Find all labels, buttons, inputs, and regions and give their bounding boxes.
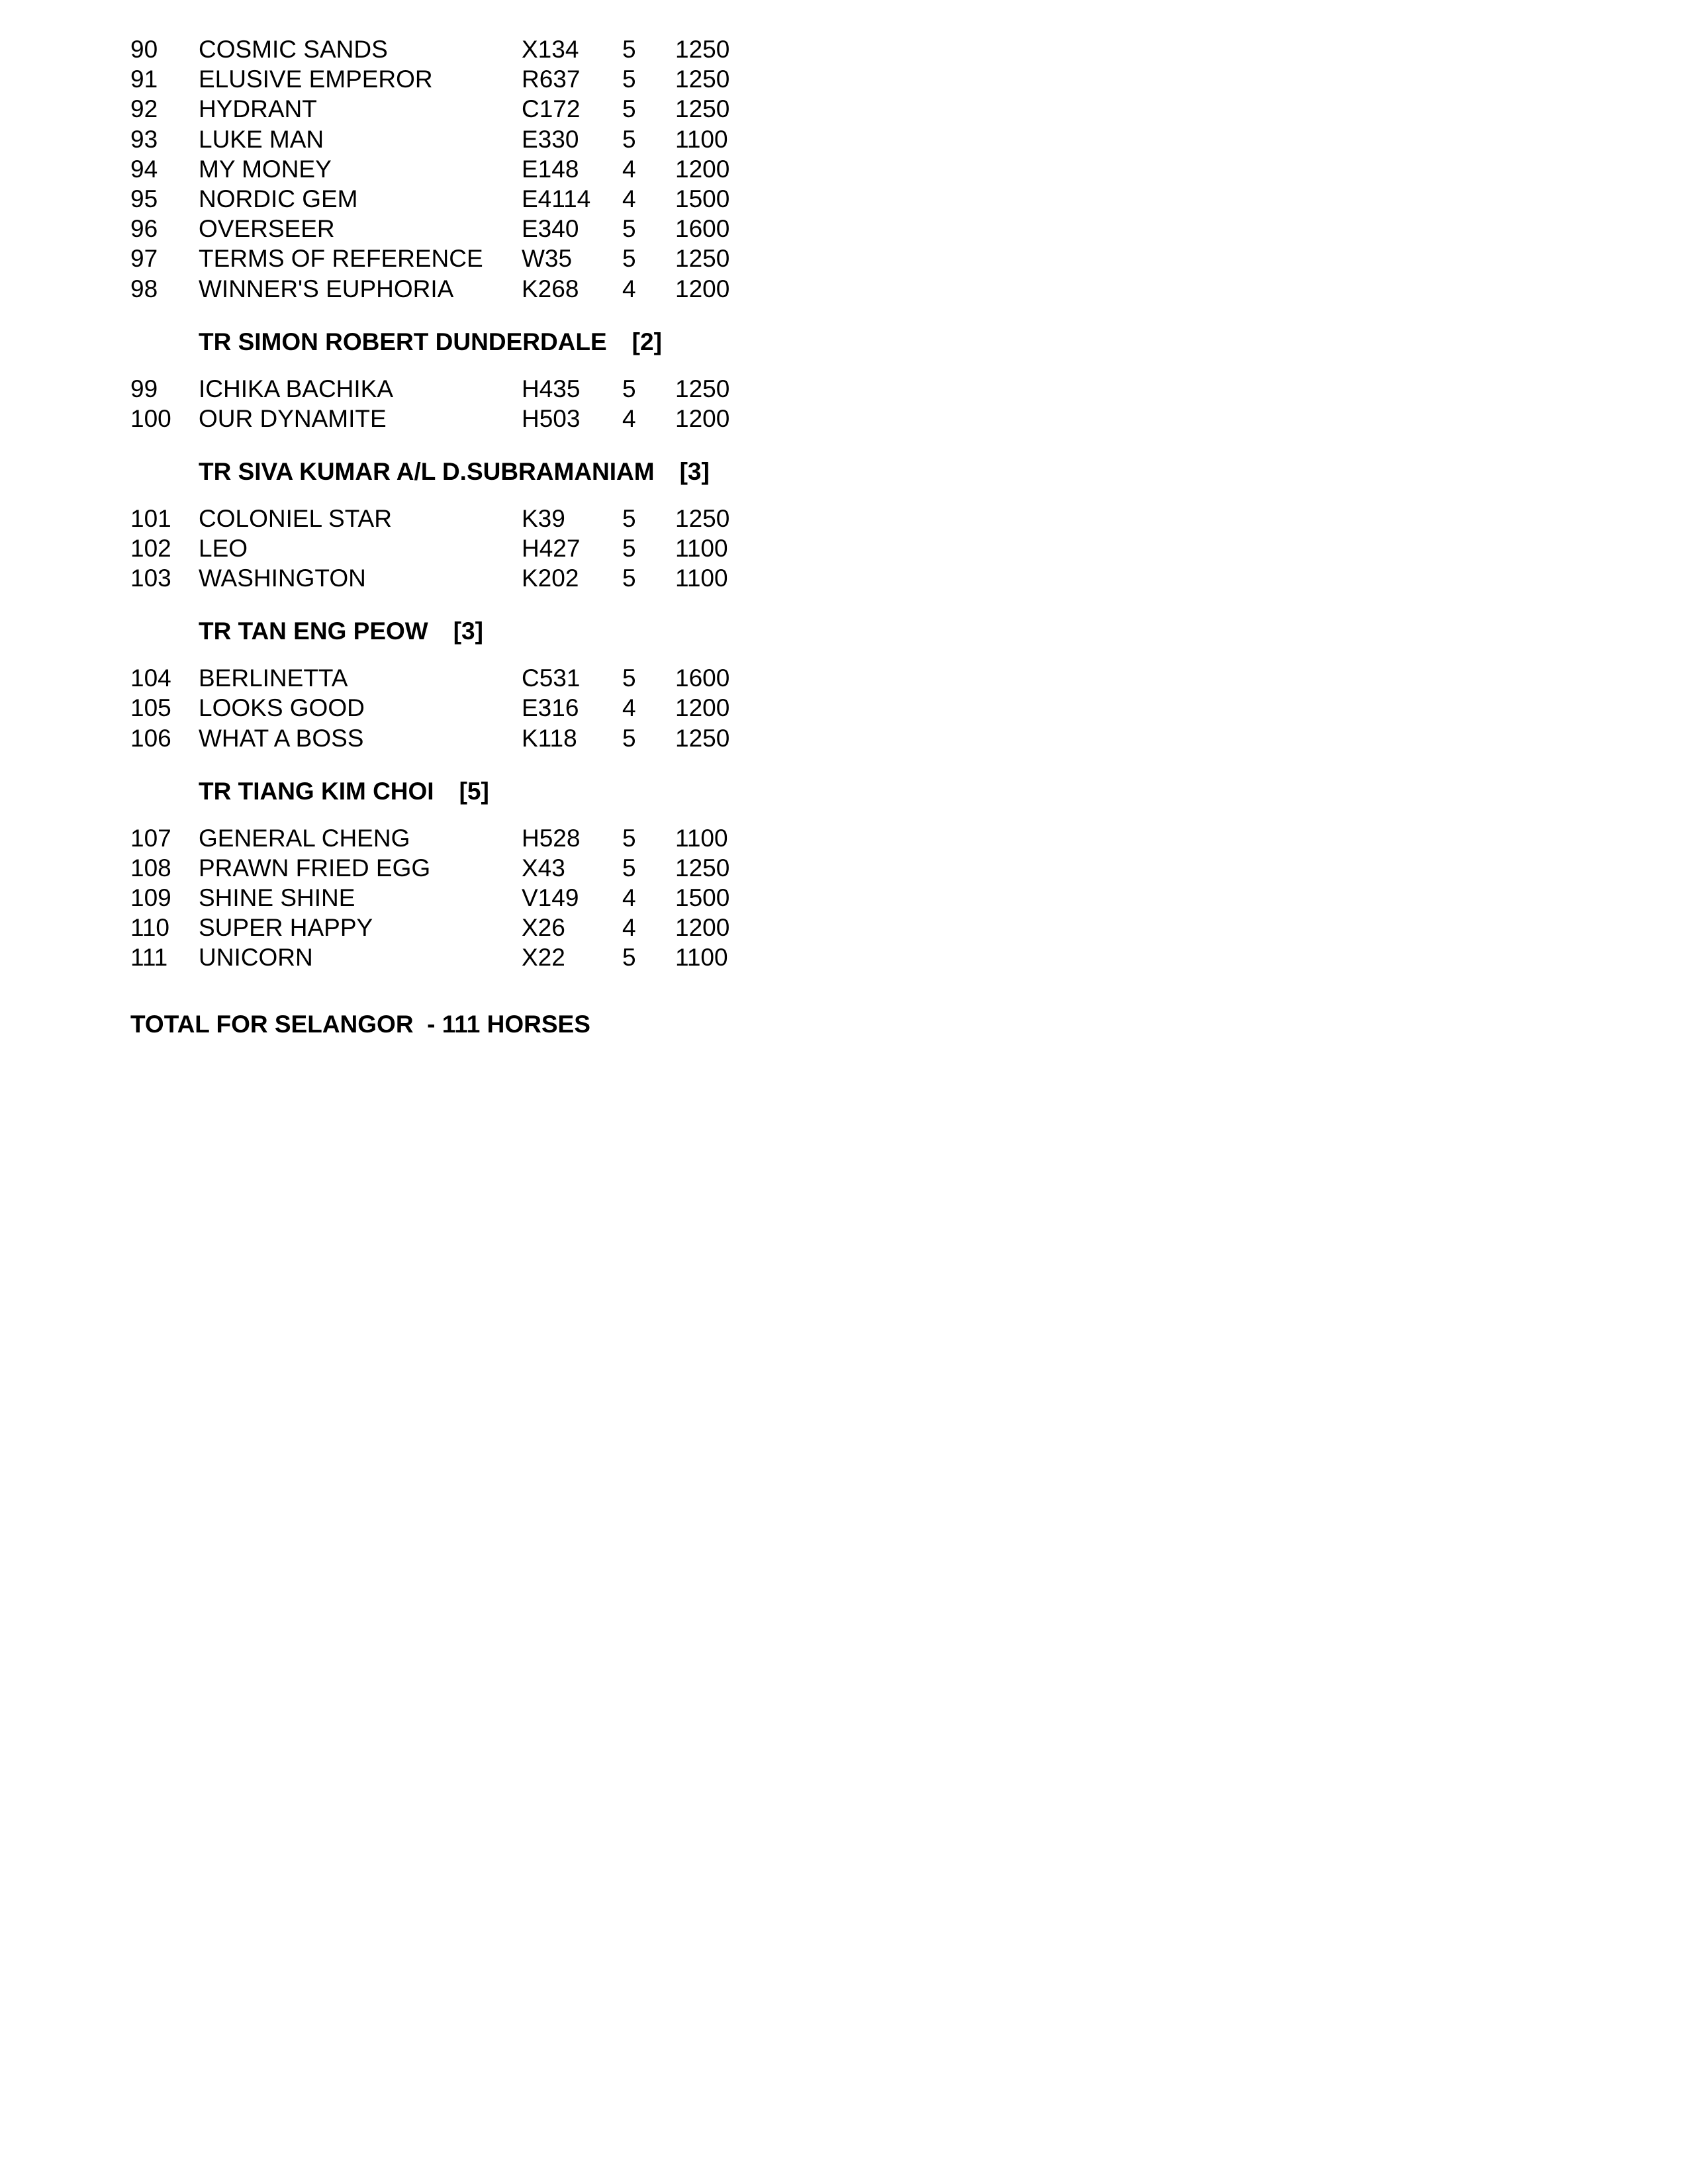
horse-number: 90: [130, 36, 158, 63]
horse-age: 5: [622, 825, 636, 852]
horse-rating: 1600: [675, 215, 730, 242]
horse-code: W35: [522, 245, 573, 272]
horse-name: COLONIEL STAR: [199, 505, 392, 532]
horse-number: 106: [130, 725, 171, 752]
horse-code: X134: [522, 36, 579, 63]
horse-code: H528: [522, 825, 581, 852]
horse-rating: 1200: [675, 914, 730, 941]
horse-rating: 1250: [675, 66, 730, 93]
horse-rating: 1200: [675, 275, 730, 302]
horse-age: 5: [622, 375, 636, 402]
horse-age: 5: [622, 36, 636, 63]
horse-name: ICHIKA BACHIKA: [199, 375, 394, 402]
horse-age: 4: [622, 275, 636, 302]
horse-number: 109: [130, 884, 171, 911]
horse-code: K39: [522, 505, 565, 532]
horse-rating: 1250: [675, 36, 730, 63]
horse-age: 4: [622, 694, 636, 721]
trainer-name: TR SIMON ROBERT DUNDERDALE: [199, 328, 607, 355]
horse-number: 91: [130, 66, 158, 93]
trainer-heading: [199, 327, 662, 357]
trainer-name: TR TAN ENG PEOW: [199, 617, 428, 645]
horse-number: 107: [130, 825, 171, 852]
horse-code: K268: [522, 275, 579, 302]
horse-name: WASHINGTON: [199, 565, 366, 592]
horse-rating: 1100: [675, 126, 728, 153]
horse-code: H427: [522, 535, 581, 562]
horse-code: H435: [522, 375, 581, 402]
trainer-heading: [199, 776, 489, 806]
horse-age: 5: [622, 505, 636, 532]
horse-rating: 1250: [675, 375, 730, 402]
horse-name: WINNER'S EUPHORIA: [199, 275, 454, 302]
horse-code: K118: [522, 725, 577, 752]
trainer-horse-count: [2]: [632, 328, 662, 355]
horse-code: H503: [522, 405, 581, 432]
trainer-name: TR TIANG KIM CHOI: [199, 777, 434, 805]
horse-code: E330: [522, 126, 579, 153]
horse-number: 104: [130, 664, 171, 692]
horse-number: 94: [130, 156, 158, 183]
horse-name: ELUSIVE EMPEROR: [199, 66, 433, 93]
horse-rating: 1250: [675, 854, 730, 882]
horse-number: 100: [130, 405, 171, 432]
horse-age: 5: [622, 664, 636, 692]
horse-code: E4114: [522, 185, 591, 212]
horse-age: 5: [622, 245, 636, 272]
horse-rating: 1100: [675, 944, 728, 971]
horse-number: 95: [130, 185, 158, 212]
horse-number: 92: [130, 95, 158, 122]
horse-number: 97: [130, 245, 158, 272]
horse-number: 101: [130, 505, 171, 532]
horse-name: OVERSEER: [199, 215, 335, 242]
horse-rating: 1100: [675, 565, 728, 592]
horse-number: 103: [130, 565, 171, 592]
horse-code: V149: [522, 884, 579, 911]
horse-rating: 1250: [675, 505, 730, 532]
horse-age: 4: [622, 156, 636, 183]
horse-code: E316: [522, 694, 579, 721]
horse-age: 4: [622, 884, 636, 911]
horse-rating: 1250: [675, 95, 730, 122]
horse-name: UNICORN: [199, 944, 313, 971]
horse-number: 110: [130, 914, 169, 941]
horse-number: 111: [130, 944, 168, 971]
horse-rating: 1600: [675, 664, 730, 692]
trainer-name: TR SIVA KUMAR A/L D.SUBRAMANIAM: [199, 457, 655, 485]
horse-age: 5: [622, 66, 636, 93]
horse-name: BERLINETTA: [199, 664, 348, 692]
horse-name: GENERAL CHENG: [199, 825, 410, 852]
horse-rating: 1200: [675, 405, 730, 432]
horse-age: 5: [622, 535, 636, 562]
horse-name: LOOKS GOOD: [199, 694, 365, 721]
horse-rating: 1500: [675, 185, 730, 212]
horse-name: OUR DYNAMITE: [199, 405, 387, 432]
horse-code: R637: [522, 66, 581, 93]
trainer-horse-count: [3]: [679, 457, 710, 485]
horse-name: LUKE MAN: [199, 126, 324, 153]
horse-code: C531: [522, 664, 581, 692]
horse-name: HYDRANT: [199, 95, 317, 122]
trainer-horse-count: [3]: [453, 617, 483, 645]
horse-code: K202: [522, 565, 579, 592]
horse-name: NORDIC GEM: [199, 185, 358, 212]
horse-rating: 1250: [675, 245, 730, 272]
horse-name: COSMIC SANDS: [199, 36, 388, 63]
horse-rating: 1100: [675, 825, 728, 852]
horse-name: MY MONEY: [199, 156, 332, 183]
horse-rating: 1250: [675, 725, 730, 752]
horse-name: TERMS OF REFERENCE: [199, 245, 483, 272]
horse-number: 99: [130, 375, 158, 402]
horse-number: 105: [130, 694, 171, 721]
horse-code: X22: [522, 944, 565, 971]
horse-code: E340: [522, 215, 579, 242]
horse-name: SHINE SHINE: [199, 884, 355, 911]
trainer-heading: [199, 616, 483, 646]
trainer-horse-count: [5]: [459, 777, 489, 805]
horse-age: 5: [622, 126, 636, 153]
horse-number: 96: [130, 215, 158, 242]
horse-name: PRAWN FRIED EGG: [199, 854, 431, 882]
horse-name: WHAT A BOSS: [199, 725, 364, 752]
horse-age: 5: [622, 854, 636, 882]
horse-code: E148: [522, 156, 579, 183]
trainer-heading: [199, 457, 710, 486]
horse-rating: 1200: [675, 694, 730, 721]
horse-age: 5: [622, 95, 636, 122]
horse-age: 5: [622, 725, 636, 752]
horse-code: X26: [522, 914, 565, 941]
horse-rating: 1200: [675, 156, 730, 183]
horse-code: X43: [522, 854, 565, 882]
horse-code: C172: [522, 95, 581, 122]
horse-age: 5: [622, 215, 636, 242]
horse-name: LEO: [199, 535, 248, 562]
horse-number: 98: [130, 275, 158, 302]
horse-number: 93: [130, 126, 158, 153]
total-line: TOTAL FOR SELANGOR - 111 HORSES: [130, 1011, 590, 1038]
horse-age: 5: [622, 565, 636, 592]
horse-name: SUPER HAPPY: [199, 914, 373, 941]
horse-age: 5: [622, 944, 636, 971]
horse-number: 108: [130, 854, 171, 882]
horse-age: 4: [622, 185, 636, 212]
horse-age: 4: [622, 914, 636, 941]
horse-number: 102: [130, 535, 171, 562]
horse-rating: 1500: [675, 884, 730, 911]
horse-rating: 1100: [675, 535, 728, 562]
horse-age: 4: [622, 405, 636, 432]
